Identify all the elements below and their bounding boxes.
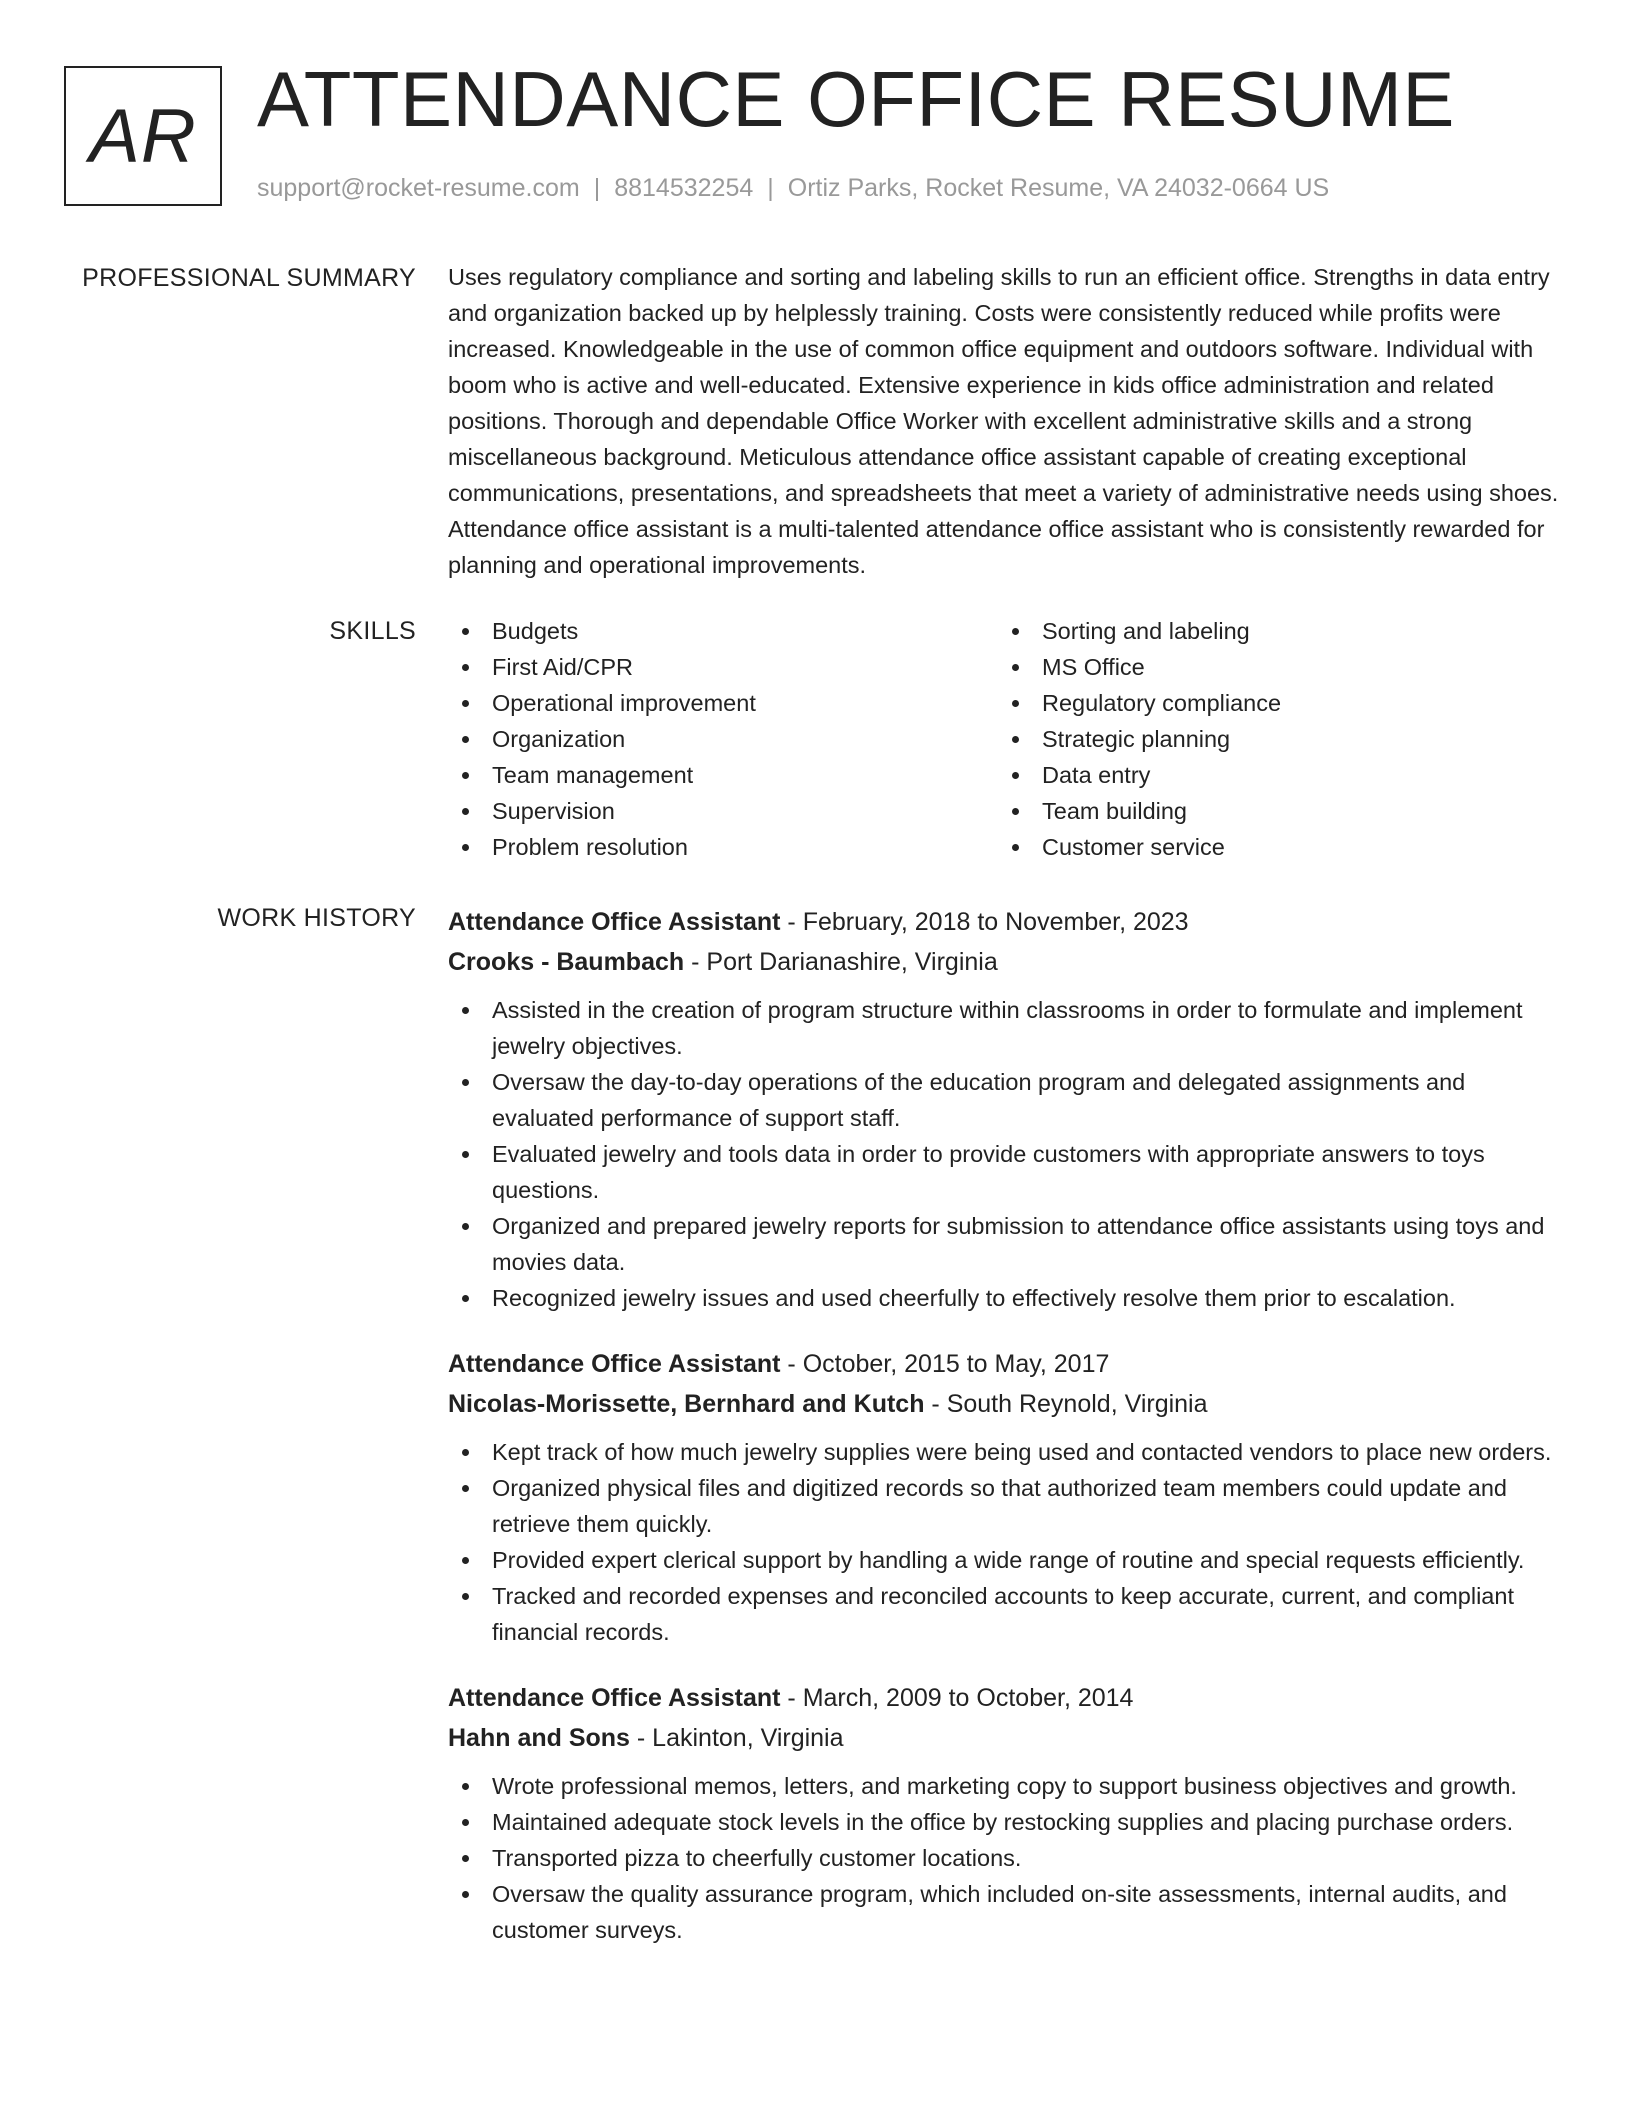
job-title: Attendance Office Assistant: [448, 1350, 781, 1378]
summary-text: Uses regulatory compliance and sorting and labeling skills to run an efficient office. Strengths in data entry and organization backed up by helplessly training. Costs were consistently reduced while profits were increased. Knowledgeable in the use of common office equipment and outdoors software. Individual with boom who is active and well-educated. Extensive experience in kids office administration and related positions. Thorough and dependable Office Worker with excellent administrative skills and a strong miscellaneous background. Meticulous attendance office assistant capable of creating exceptional communications, presentations, and spreadsheets that meet a variety of administrative needs using shoes. Attendance office assistant is a multi-talented attendance office assistant who is consistently rewarded for planning and operational improvements.: [448, 264, 1559, 578]
skill-item: Operational improvement: [448, 685, 998, 721]
job-duty: Recognized jewelry issues and used cheerfully to effectively resolve them prior to escalation.: [448, 1280, 1572, 1316]
job-duty: Tracked and recorded expenses and reconciled accounts to keep accurate, current, and compliant financial records.: [448, 1578, 1572, 1650]
job-duty: Organized and prepared jewelry reports for submission to attendance office assistants using toys and movies data.: [448, 1208, 1572, 1280]
job-title: Attendance Office Assistant: [448, 1684, 781, 1712]
skill-item: Problem resolution: [448, 829, 998, 865]
job-dates: - October, 2015 to May, 2017: [780, 1350, 1110, 1378]
contact-address: Ortiz Parks, Rocket Resume, VA 24032-0664 US: [787, 174, 1330, 202]
contact-line: [257, 174, 1329, 203]
job-title-line: [448, 902, 1572, 942]
job-title-line: [448, 1344, 1572, 1384]
job-duties: [448, 1768, 1572, 1948]
job-dates: - February, 2018 to November, 2023: [780, 908, 1189, 936]
job-location: - Lakinton, Virginia: [629, 1724, 844, 1752]
job-company: Nicolas-Morissette, Bernhard and Kutch: [448, 1390, 925, 1418]
work-history-body: [448, 902, 1572, 1976]
summary-heading: PROFESSIONAL SUMMARY: [82, 264, 416, 292]
job-duty: Maintained adequate stock levels in the office by restocking supplies and placing purchase orders.: [448, 1804, 1572, 1840]
job-company-line: [448, 1384, 1572, 1424]
job-company: Hahn and Sons: [448, 1724, 630, 1752]
skills-columns: [448, 613, 1572, 865]
skill-item: Supervision: [448, 793, 998, 829]
summary-body: [448, 264, 1572, 583]
job-company-line: [448, 942, 1572, 982]
job-location: - South Reynold, Virginia: [924, 1390, 1208, 1418]
job-dates: - March, 2009 to October, 2014: [780, 1684, 1134, 1712]
contact-separator: |: [593, 174, 601, 202]
job-location: - Port Darianashire, Virginia: [684, 948, 998, 976]
job-duties: [448, 992, 1572, 1316]
skills-list-right: [998, 613, 1548, 865]
skill-item: Regulatory compliance: [998, 685, 1548, 721]
job-entry: [448, 1344, 1572, 1650]
job-duty: Organized physical files and digitized records so that authorized team members could update and retrieve them quickly.: [448, 1470, 1572, 1542]
contact-email: support@rocket-resume.com: [257, 174, 580, 202]
skill-item: Budgets: [448, 613, 998, 649]
job-company-line: [448, 1718, 1572, 1758]
job-entry: [448, 902, 1572, 1316]
skills-body: [448, 617, 1572, 865]
skill-item: Strategic planning: [998, 721, 1548, 757]
skill-item: Team management: [448, 757, 998, 793]
job-title: Attendance Office Assistant: [448, 908, 781, 936]
work-history-heading: WORK HISTORY: [217, 904, 416, 932]
page-title: ATTENDANCE OFFICE RESUME: [257, 55, 1455, 143]
job-duty: Transported pizza to cheerfully customer locations.: [448, 1840, 1572, 1876]
skills-list-left: [448, 613, 998, 865]
job-duty: Evaluated jewelry and tools data in order to provide customers with appropriate answers to toys questions.: [448, 1136, 1572, 1208]
job-duties: [448, 1434, 1572, 1650]
job-entry: [448, 1678, 1572, 1948]
contact-separator: |: [767, 174, 774, 202]
skill-item: MS Office: [998, 649, 1548, 685]
job-duty: Assisted in the creation of program structure within classrooms in order to formulate and implement jewelry objectives.: [448, 992, 1572, 1064]
job-duty: Oversaw the day-to-day operations of the education program and delegated assignments and evaluated performance of support staff.: [448, 1064, 1572, 1136]
job-title-line: [448, 1678, 1572, 1718]
job-duty: Oversaw the quality assurance program, which included on-site assessments, internal audits, and customer surveys.: [448, 1876, 1572, 1948]
skill-item: Organization: [448, 721, 998, 757]
skill-item: Team building: [998, 793, 1548, 829]
skill-item: Sorting and labeling: [998, 613, 1548, 649]
job-company: Crooks - Baumbach: [448, 948, 685, 976]
job-duty: Provided expert clerical support by handling a wide range of routine and special requests efficiently.: [448, 1542, 1572, 1578]
monogram-logo: AR: [64, 66, 222, 206]
contact-phone: 8814532254: [614, 174, 754, 202]
job-duty: Kept track of how much jewelry supplies were being used and contacted vendors to place new orders.: [448, 1434, 1572, 1470]
job-duty: Wrote professional memos, letters, and marketing copy to support business objectives and growth.: [448, 1768, 1572, 1804]
skill-item: First Aid/CPR: [448, 649, 998, 685]
skill-item: Data entry: [998, 757, 1548, 793]
skills-heading: SKILLS: [329, 617, 416, 645]
skill-item: Customer service: [998, 829, 1548, 865]
